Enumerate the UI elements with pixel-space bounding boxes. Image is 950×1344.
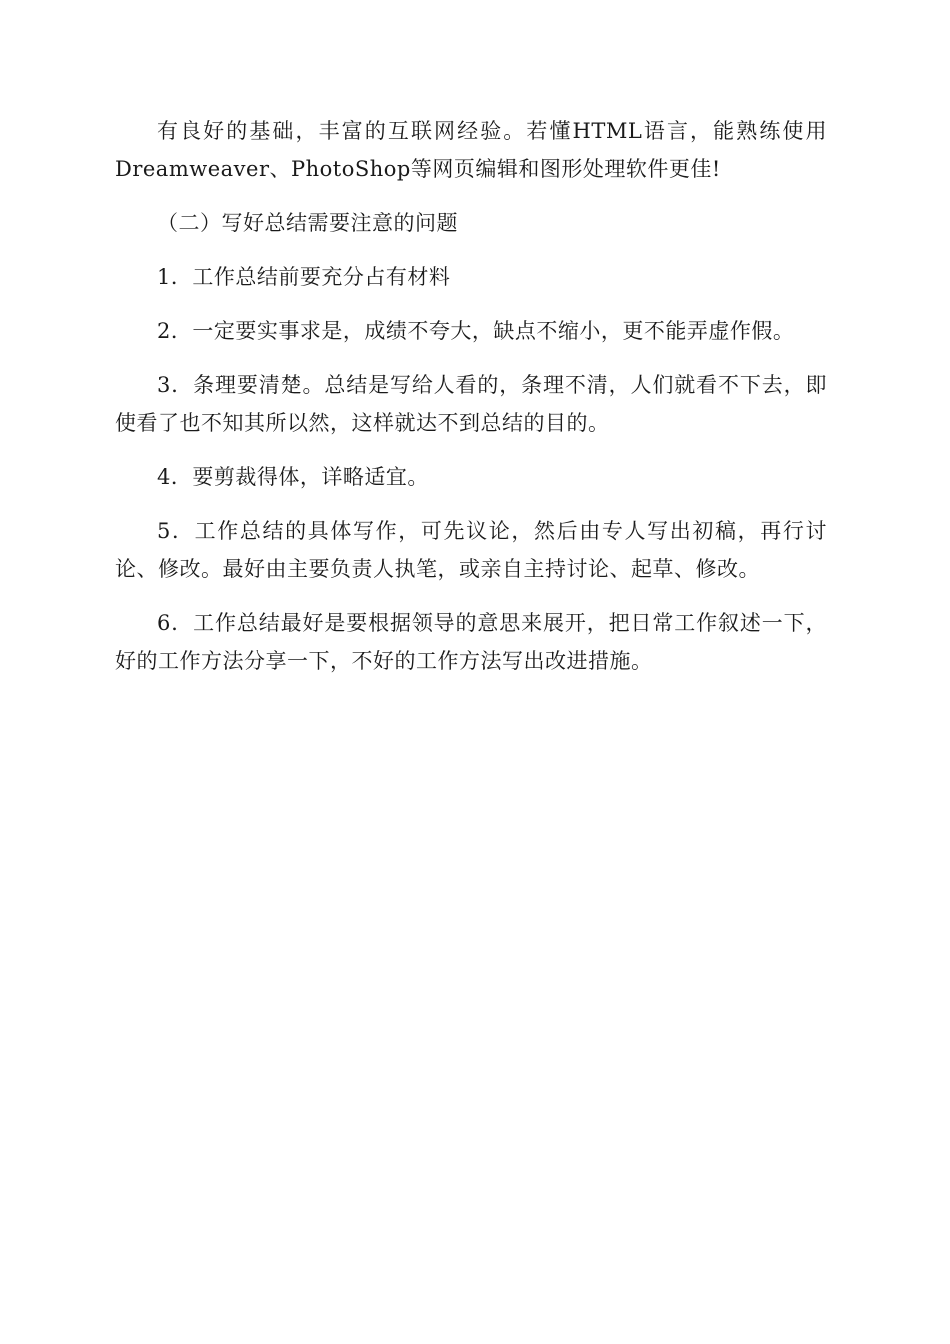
list-item-2: 2．一定要实事求是，成绩不夸大，缺点不缩小，更不能弄虚作假。: [157, 319, 795, 343]
section-heading-notes: （二）写好总结需要注意的问题: [157, 211, 458, 235]
list-item-6: 6．工作总结最好是要根据领导的意思来展开，把日常工作叙述一下，好的工作方法分享一下，不好的工作方法写出改进措施。: [115, 611, 827, 673]
list-item-3: 3．条理要清楚。总结是写给人看的，条理不清，人们就看不下去，即使看了也不知其所以然，这样就达不到总结的目的。: [115, 373, 827, 435]
paragraph-skills: 有良好的基础，丰富的互联网经验。若懂HTML语言，能熟练使用Dreamweaver、PhotoShop等网页编辑和图形处理软件更佳!: [115, 119, 827, 181]
list-item-4: 4．要剪裁得体，详略适宜。: [157, 465, 429, 489]
list-item-1: 1．工作总结前要充分占有材料: [157, 265, 451, 289]
list-item-5: 5．工作总结的具体写作，可先议论，然后由专人写出初稿，再行讨论、修改。最好由主要负责人执笔，或亲自主持讨论、起草、修改。: [115, 519, 827, 581]
document-body: [115, 112, 827, 696]
